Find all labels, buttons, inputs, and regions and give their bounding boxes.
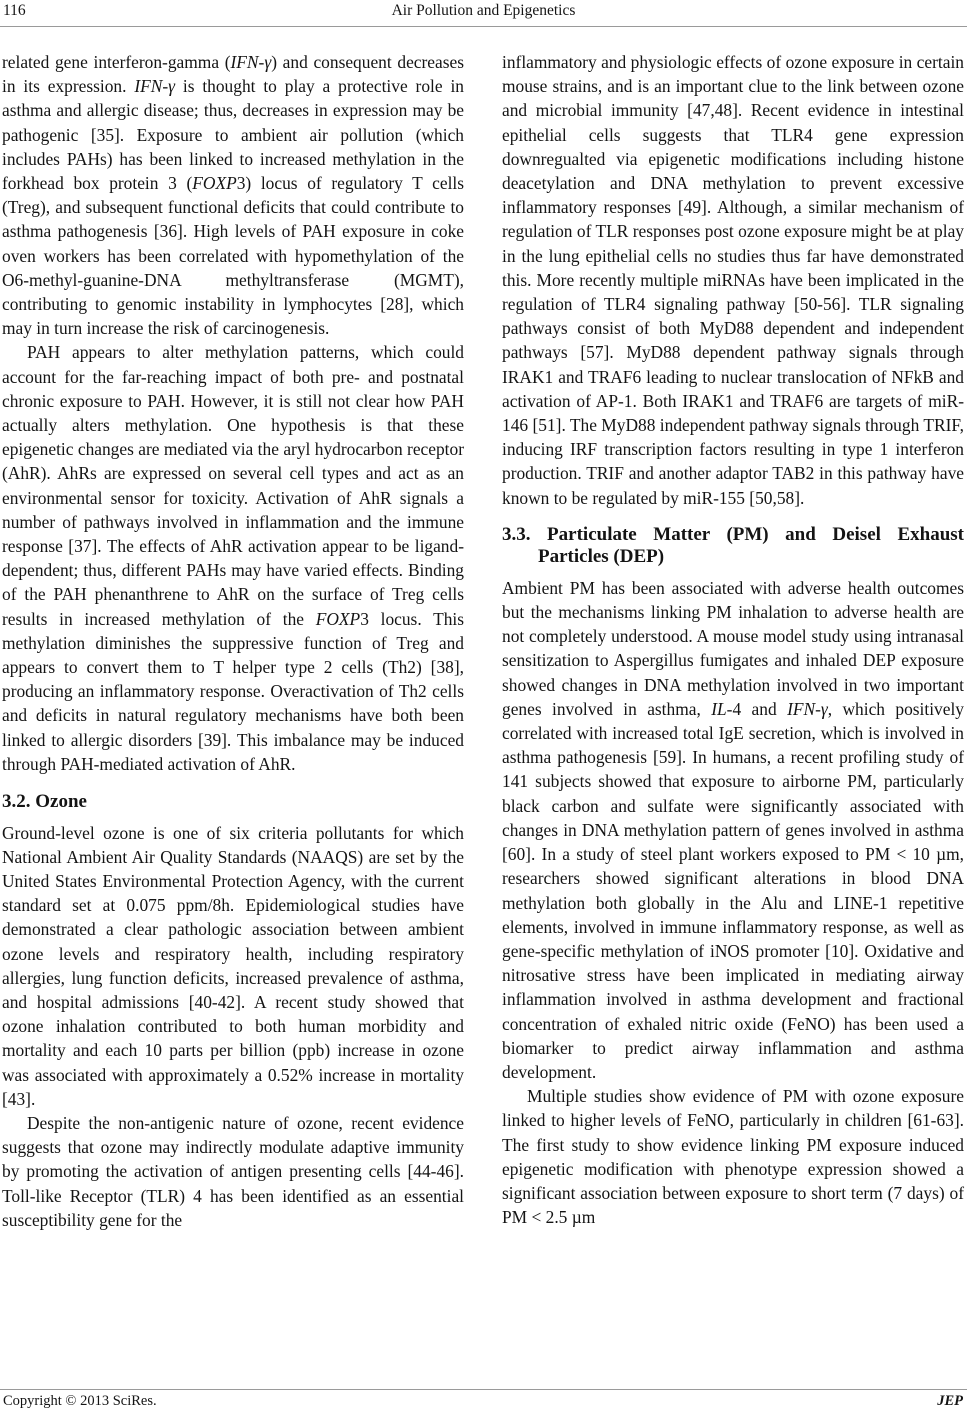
text-run: related gene interferon-gamma (: [2, 52, 231, 72]
paragraph-ifn-gamma: [2, 50, 464, 340]
header-divider: [0, 26, 967, 27]
journal-abbreviation: JEP: [937, 1393, 963, 1409]
gene-name: FOXP: [315, 608, 361, 629]
paragraph-pah-methylation: [2, 340, 464, 776]
gene-name: FOXP: [192, 173, 237, 194]
text-run: -4 and: [726, 698, 788, 719]
text-run: Ambient PM has been associated with adverse health outcomes but the mechanisms linking PM inhalation to adverse health are not completely understood. A mouse model study using intranasal sensitization to Aspergillus fumigates and inhaled DEP exposure showed changes in DNA methylation involved in two important genes involved in asthma,: [502, 577, 964, 719]
text-run: is thought to play a protective role in asthma and allergic disease; thus, decreases in expression may be pathogenic [35]. Exposure to ambient air pollution (which includes PAHs) has been linked to increased methylation in the forkhead box protein 3 (: [2, 76, 464, 194]
text-run: , which positively correlated with increased total IgE secretion, which is involved in asthma pathogenesis [59]. In humans, a recent profiling study of 141 subjects showed that exposure to airborne PM, particularly black carbon and sulfate were significantly associated with changes in DNA methylation pattern of genes involved in asthma [60]. In a study of steel plant workers exposed to PM < 10 µm, researchers showed significant alterations in blood DNA methylation both globally in the Alu and LINE-1 repetitive elements, involved in immune inflammatory response, as well as gene-specific methylation of iNOS promoter [10]. Oxidative and nitrosative stress have been implicated in mediating airway inflammation involved in asthma development and fractional concentration of exhaled nitric oxide (FeNO) has been used a biomarker to predict airway inflammation and asthma development.: [502, 698, 964, 1082]
paragraph-tlr4: inflammatory and physiologic effects of ozone exposure in certain mouse strains, and is an important clue to the link between ozone and microbial immunity [47,48]. Recent evidence in intestinal epithelial cells suggests that TLR4 gene expression downregualted via epigenetic modifications including histone deacetylation and DNA methylation to prevent excessive inflammatory responses [49]. Although, a similar mechanism of regulation of TLR responses post ozone exposure might be at play in the lung epithelial cells no studies thus far have demonstrated this. More recently multiple miRNAs have been implicated in the regulation of TLR4 signaling pathway [50-56]. TLR signaling pathways consist of both MyD88 dependent and independent pathways [57]. MyD88 dependent pathway signals through IRAK1 and TRAF6 leading to nuclear translocation of NFkB and activation of AP-1. Both IRAK1 and TRAF6 are targets of miR-146 [51]. The MyD88 independent pathway signals through TRIF, inducing IRF transcription factors resulting in type 1 interferon production. TRIF and another adaptor TAB2 in this pathway have known to be regulated by miR-155 [50,58].: [502, 52, 964, 508]
copyright-notice: Copyright © 2013 SciRes.: [3, 1393, 157, 1409]
gene-name: IFN-γ: [787, 698, 828, 719]
gene-name: IFN-γ: [230, 52, 272, 72]
text-run: 3 locus. This methylation diminishes the suppressive function of Treg and appears to convert them to T helper type 2 cells (Th2) [38], producing an inflammatory response. Overactivation of Th2 cells and deficits in natural regulatory mechanisms have both been linked to allergic disorders [39]. This imbalance may be induced through PAH-mediated activation of AhR.: [2, 608, 464, 774]
paragraph-ozone-standards: Ground-level ozone is one of six criteria pollutants for which National Ambient Air Quality Standards (NAAQS) are set by the United States Environmental Protection Agency, with the current standard set at 0.075 ppm/8h. Epidemiological studies have demonstrated a clear pathologic association between ambient ozone levels and respiratory health, including respiratory allergies, lung function deficits, increased prevalence of asthma, and hospital admissions [40-42]. A recent study showed that ozone inhalation contributed to both human morbidity and mortality and each 10 parts per billion (ppb) increase in ozone was associated with approximately a 0.52% increase in mortality [43].: [2, 822, 464, 1109]
footer-divider: [0, 1389, 967, 1390]
paragraph-ozone-immunity: Despite the non-antigenic nature of ozone, recent evidence suggests that ozone may indirectly modulate adaptive immunity by promoting the activation of antigen presenting cells [44-46]. Toll-like Receptor (TLR) 4 has been identified as an essential susceptibility gene for the: [2, 1113, 464, 1230]
paragraph-ambient-pm: [502, 576, 964, 1084]
page-number: 116: [3, 2, 26, 19]
gene-name: IL: [711, 698, 727, 719]
text-run: PAH appears to alter methylation patterns, which could account for the far-reaching impact of both pre- and postnatal chronic exposure to PAH. However, it is still not clear how PAH actually alters methylation. One hypothesis is that these epigenetic changes are mediated via the aryl hydrocarbon receptor (AhR). AhRs are expressed on several cell types and act as an environmental sensor for toxicity. Activation of AhR signals a number of pathways involved in inflammation and the immune response [37]. The effects of AhR activation appear to be ligand-dependent; thus, different PAHs may have varied effects. Binding of the PAH phenanthrene to AhR on the surface of Treg cells results in increased methylation of the: [2, 342, 464, 629]
running-title: Air Pollution and Epigenetics: [391, 2, 576, 19]
gene-name: IFN-γ: [134, 76, 175, 97]
paragraph-feno: Multiple studies show evidence of PM with ozone exposure linked to higher levels of FeNO, particularly in children [61-63]. The first study to show evidence linking PM exposure induced epigenetic modification with phenotype expression showed a significant association between exposure to short term (7 days) of PM < 2.5 µm: [502, 1086, 964, 1228]
text-run: ) and consequent decreases in its expression.: [2, 52, 464, 97]
section-heading-ozone: 3.2. Ozone: [2, 791, 87, 813]
running-header: [0, 2, 967, 26]
section-heading-pm-dep: 3.3. Particulate Matter (PM) and Deisel Exhaust Particles (DEP): [502, 523, 964, 568]
left-column: [2, 50, 464, 1232]
text-run: 3) locus of regulatory T cells (Treg), and subsequent functional deficits that could contribute to asthma pathogenesis [36]. High levels of PAH exposure in coke oven workers has been correlated with hypomethylation of the O6-methyl-guanine-DNA methyltransferase (MGMT), contributing to genomic instability in lymphocytes [28], which may in turn increase the risk of carcinogenesis.: [2, 173, 464, 339]
right-column: [502, 50, 964, 1229]
